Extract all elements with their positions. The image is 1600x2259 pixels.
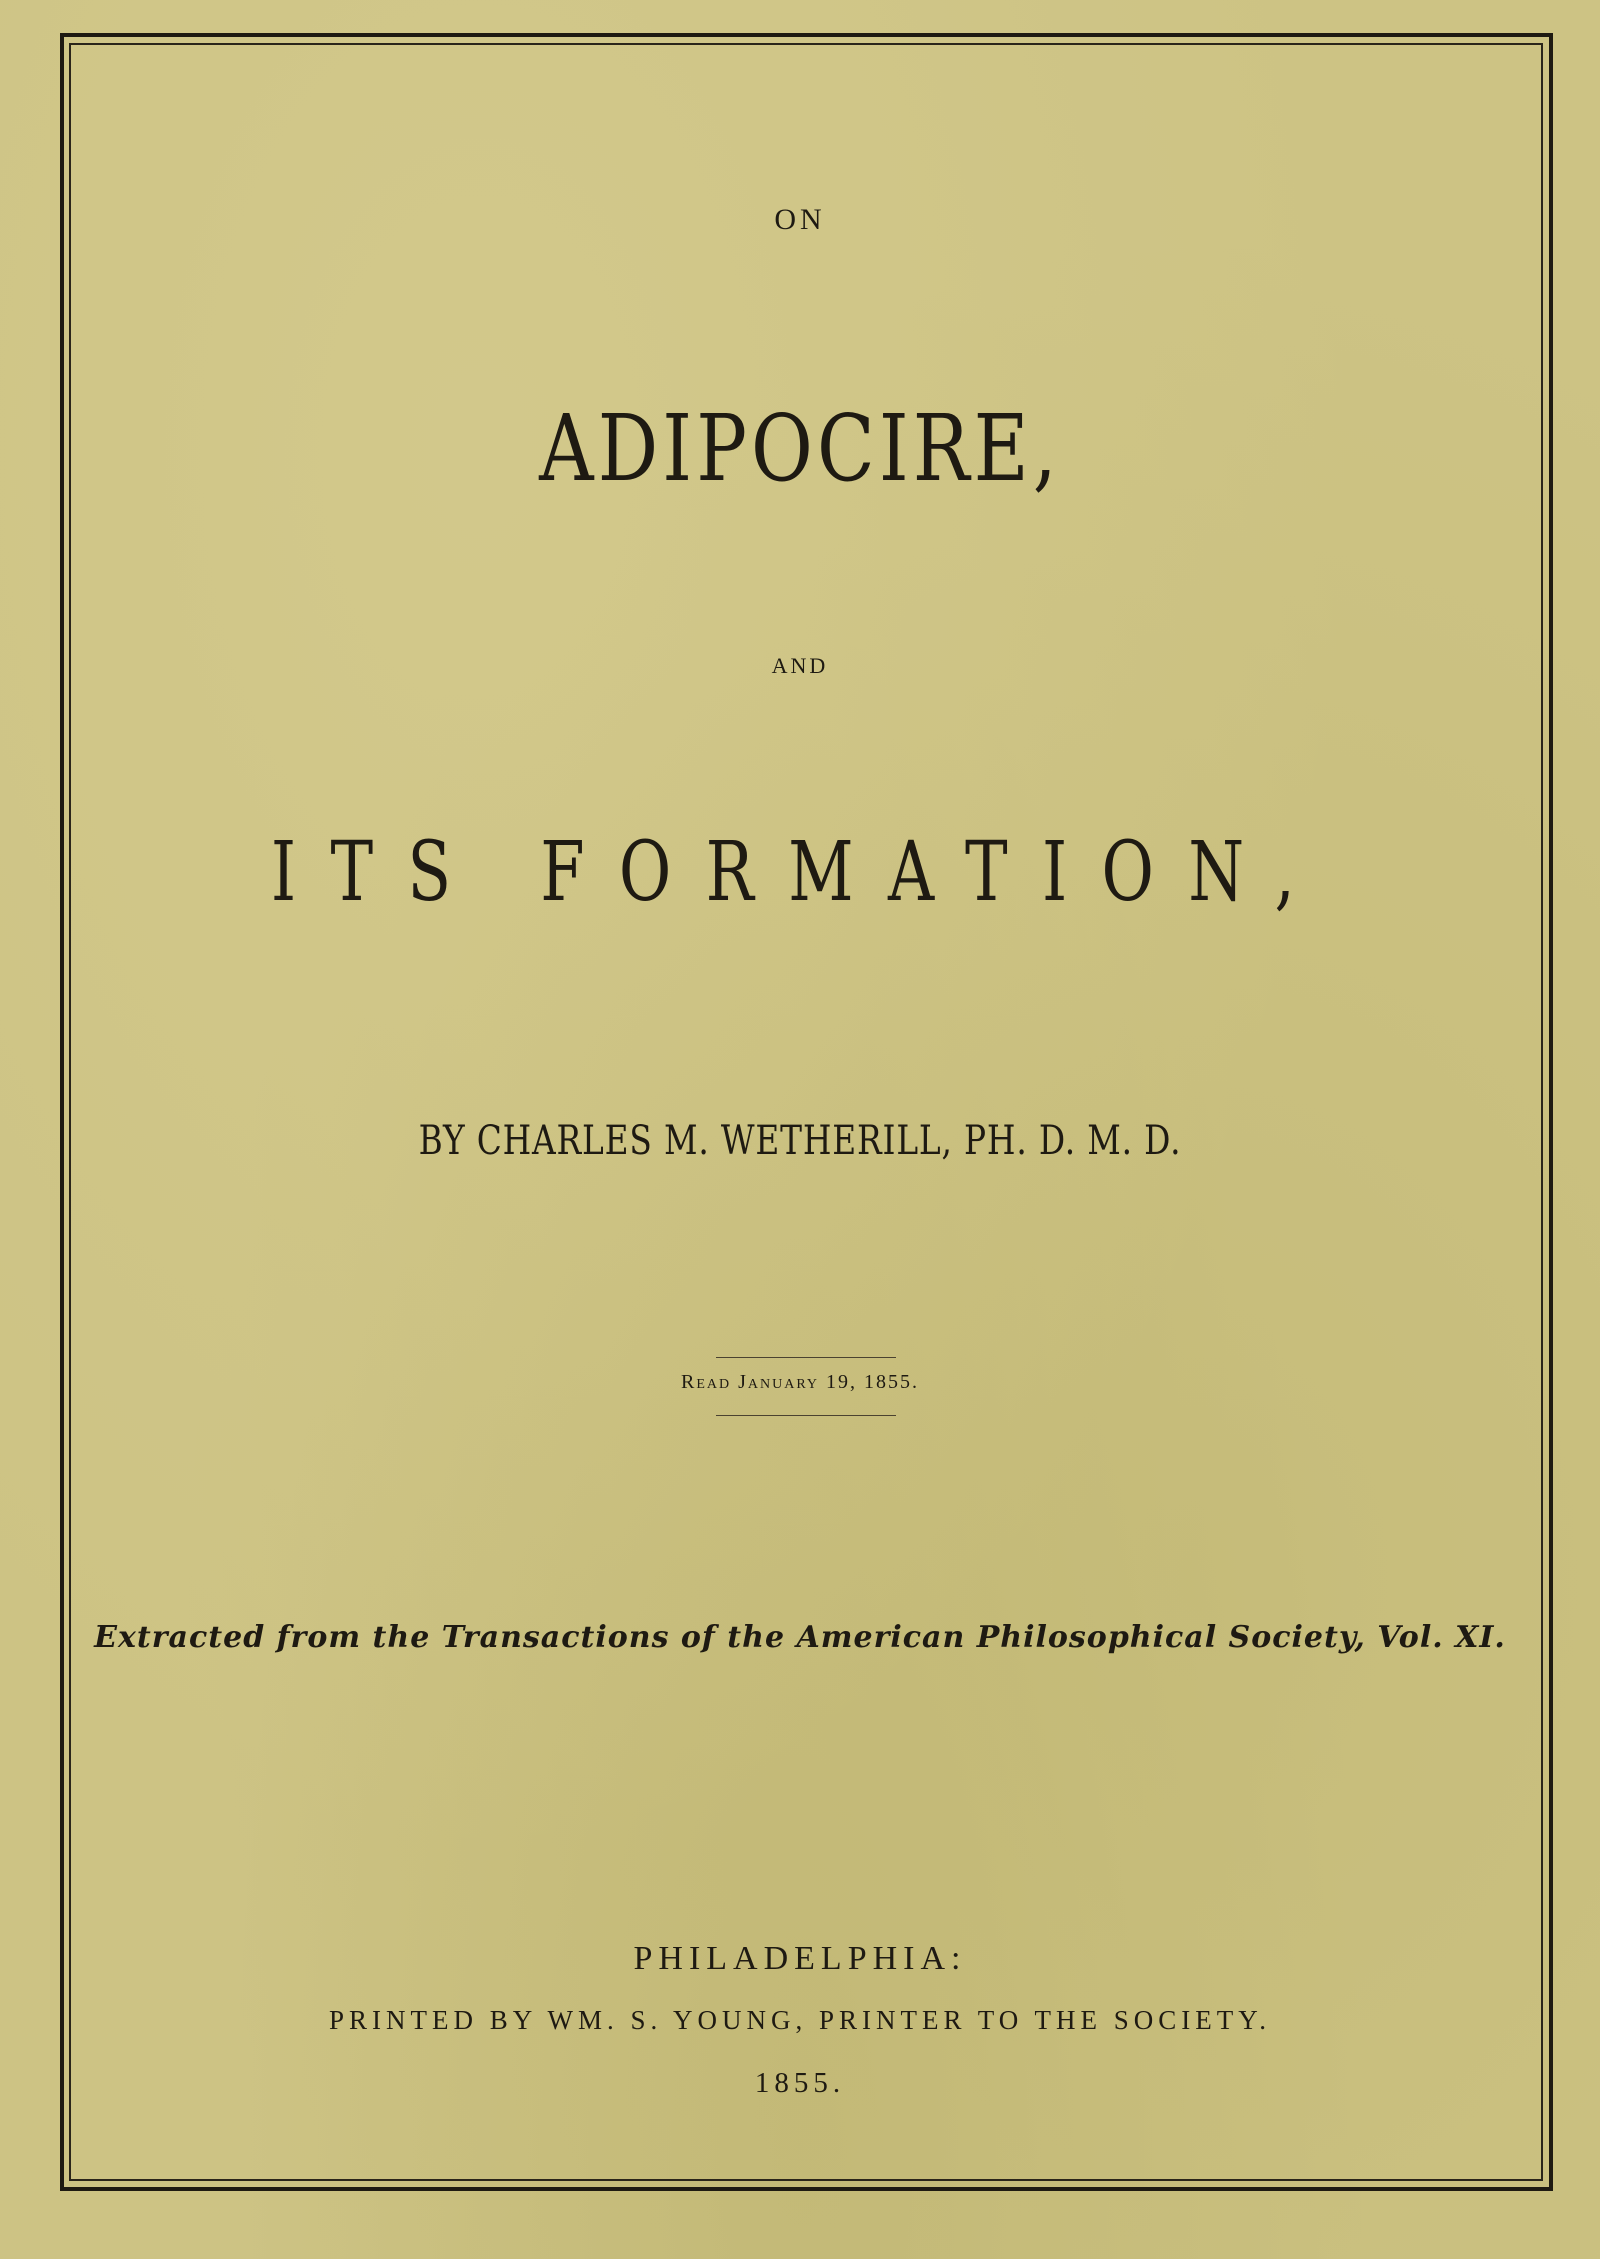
inner-border [69, 43, 1543, 2181]
main-title: ADIPOCIRE, [539, 395, 1061, 502]
date-rule-top [716, 1357, 896, 1358]
read-date: Read January 19, 1855. [680, 1371, 919, 1393]
imprint-printer: PRINTED BY WM. S. YOUNG, PRINTER TO THE SOCIETY. [328, 2005, 1272, 2035]
title-conjunction: AND [771, 653, 829, 678]
title-preposition: ON [774, 203, 826, 236]
extract-note: Extracted from the Transactions of the American Philosophical Society, Vol. XI. [94, 1620, 1506, 1655]
author-line: BY CHARLES M. WETHERILL, PH. D. M. D. [418, 1118, 1182, 1164]
date-rule-bottom [716, 1415, 896, 1416]
sub-title: ITS FORMATION, [270, 825, 1330, 920]
imprint-city: PHILADELPHIA: [633, 1940, 967, 1977]
imprint-year: 1855. [754, 2067, 846, 2099]
